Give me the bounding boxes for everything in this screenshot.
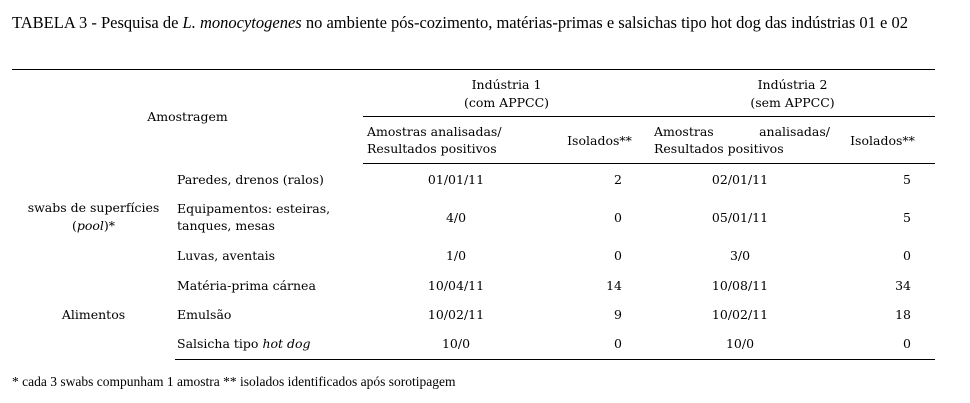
ind1-amostras-value: 1/0: [445, 247, 467, 263]
ind1-amostras-value: 01/01/11: [427, 172, 485, 187]
header-ind1-isolados: Isolados**: [549, 117, 650, 164]
table-footnote: * cada 3 swabs compunham 1 amostra ** isolados identificados após sorotipagem: [12, 374, 456, 389]
header-amostragem: Amostragem: [12, 70, 363, 164]
ind2-isolados-value: 5: [903, 209, 911, 225]
row-item: Emulsão: [177, 307, 232, 322]
group-swabs: [12, 164, 175, 272]
group-alimentos: Alimentos: [61, 307, 126, 322]
row-item: Paredes, drenos (ralos): [177, 171, 324, 187]
row-item-line2: tanques, mesas: [177, 218, 275, 233]
caption-suffix: no ambiente pós-cozimento, matérias-primas e salsichas tipo hot dog das indústrias 01 e 02: [301, 13, 908, 32]
ind1-isolados-value: 0: [614, 209, 622, 225]
row-item: Luvas, aventais: [177, 247, 276, 263]
ind2-isolados-value: 5: [903, 172, 911, 187]
header-industria-1: [363, 70, 650, 117]
row-item-italic: hot dog: [262, 336, 311, 352]
results-table: [12, 69, 935, 360]
ind2-amostras-word1: Amostras: [654, 124, 714, 139]
table-row: [12, 271, 935, 300]
ind2-isolados-value: 18: [895, 307, 911, 322]
ind1-amostras-value: 4/0: [445, 209, 467, 225]
row-item: [175, 195, 363, 239]
ind2-amostras-value: 02/01/11: [711, 172, 769, 187]
row-item: [175, 329, 363, 359]
ind1-isolados-value: 0: [549, 329, 650, 359]
ind1-amostras-value: 10/04/11: [427, 278, 485, 293]
ind1-amostras-value: 10/0: [363, 329, 549, 359]
ind2-amostras-value: 10/08/11: [711, 278, 769, 293]
industria-2-name: Indústria 2: [757, 77, 828, 92]
header-industria-2: [650, 70, 935, 117]
ind2-amostras-line1: [654, 123, 830, 140]
swabs-label: swabs de superfícies: [27, 200, 160, 216]
row-item: Matéria-prima cárnea: [177, 278, 316, 293]
ind2-amostras-value: 05/01/11: [711, 209, 769, 225]
ind2-amostras-value: 10/02/11: [711, 307, 769, 322]
header-ind2-isolados: Isolados**: [830, 117, 935, 164]
caption-prefix: TABELA 3 - Pesquisa de: [12, 13, 183, 32]
ind1-amostras-line1: Amostras analisadas/: [367, 124, 502, 139]
caption-species: L. monocytogenes: [182, 13, 302, 32]
table-row: [12, 164, 935, 196]
table-caption: [12, 12, 947, 33]
row-item-prefix: Salsicha tipo: [177, 336, 263, 352]
header-ind2-amostras: [650, 117, 830, 164]
industria-1-name: Indústria 1: [471, 77, 542, 92]
row-item-line1: Equipamentos: esteiras,: [177, 201, 331, 216]
ind2-isolados-value: 0: [830, 329, 935, 359]
ind1-isolados-value: 0: [614, 247, 622, 263]
ind1-amostras-value: 10/02/11: [427, 307, 485, 322]
ind1-isolados-value: 2: [614, 172, 622, 187]
ind2-isolados-value: 34: [895, 278, 911, 293]
ind1-amostras-line2: Resultados positivos: [367, 141, 497, 156]
ind2-isolados-value: 0: [903, 247, 911, 263]
ind2-amostras-value: 3/0: [729, 247, 751, 263]
ind2-amostras-line2: Resultados positivos: [654, 141, 784, 156]
ind1-isolados-value: 14: [606, 278, 622, 293]
header-ind1-amostras: [363, 117, 549, 164]
ind2-amostras-value: 10/0: [650, 329, 830, 359]
industria-2-sub: (sem APPCC): [750, 95, 835, 110]
ind1-isolados-value: 9: [614, 307, 622, 322]
swabs-close: )*: [103, 218, 116, 234]
swabs-pool: pool: [76, 218, 104, 234]
ind2-amostras-word2: analisadas/: [759, 124, 830, 139]
swabs-open: (: [71, 218, 77, 234]
industria-1-sub: (com APPCC): [463, 95, 550, 110]
